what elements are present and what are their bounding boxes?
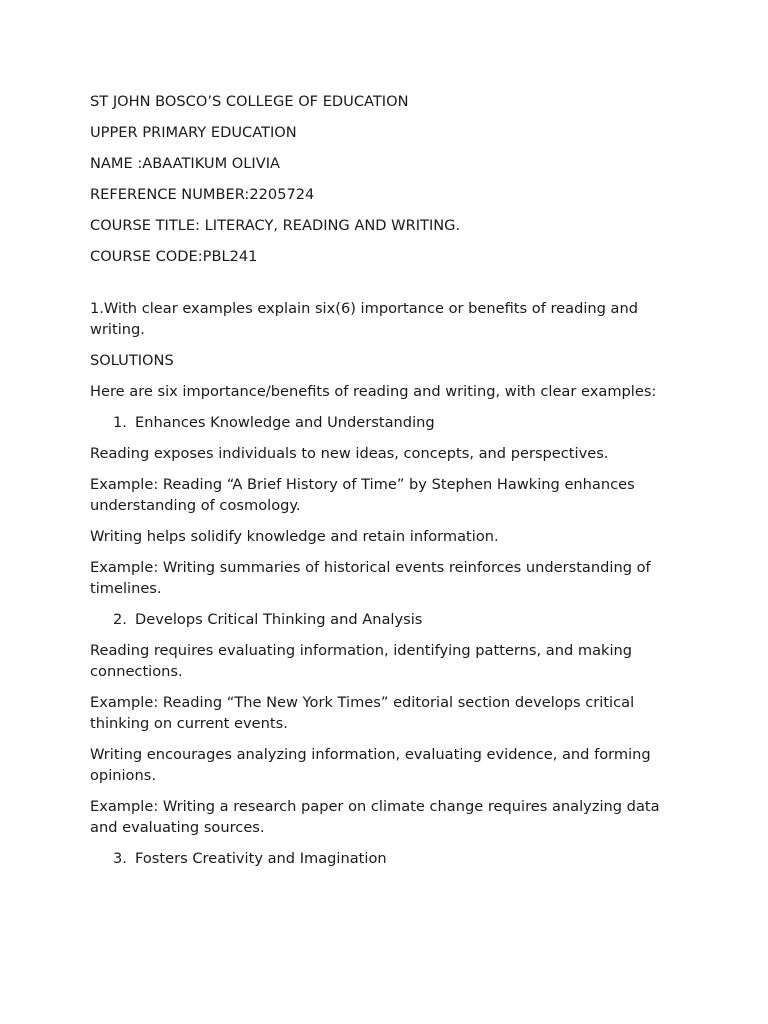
list-item-2 [113, 609, 690, 630]
intro-text: Here are six importance/benefits of reading and writing, with clear examples: [90, 383, 657, 400]
list-title: Enhances Knowledge and Understanding [135, 414, 435, 431]
student-name: NAME :ABAATIKUM OLIVIA [90, 155, 281, 172]
spacer [90, 277, 690, 298]
course-title: COURSE TITLE: LITERACY, READING AND WRITING. [90, 217, 461, 234]
college-name: ST JOHN BOSCO’S COLLEGE OF EDUCATION [90, 93, 409, 110]
list-number: 1. [113, 414, 127, 431]
solutions-heading: SOLUTIONS [90, 352, 174, 369]
list-number: 3. [113, 850, 127, 867]
paragraph: Reading requires evaluating information, identifying patterns, and making connections. [90, 642, 633, 680]
list-title: Develops Critical Thinking and Analysis [135, 611, 423, 628]
example-paragraph: Example: Reading “The New York Times” editorial section develops critical thinking on current events. [90, 694, 635, 732]
list-number: 2. [113, 611, 127, 628]
document-page [90, 91, 690, 879]
course-code: COURSE CODE:PBL241 [90, 248, 258, 265]
reference-number: REFERENCE NUMBER:2205724 [90, 186, 315, 203]
paragraph: Writing encourages analyzing information, evaluating evidence, and forming opinions. [90, 746, 651, 784]
list-item-1 [113, 412, 690, 433]
example-paragraph: Example: Writing summaries of historical events reinforces understanding of timelines. [90, 559, 651, 597]
example-paragraph: Example: Reading “A Brief History of Time” by Stephen Hawking enhances understanding of cosmology. [90, 476, 635, 514]
example-paragraph: Example: Writing a research paper on climate change requires analyzing data and evaluating sources. [90, 798, 660, 836]
list-title: Fosters Creativity and Imagination [135, 850, 387, 867]
programme-name: UPPER PRIMARY EDUCATION [90, 124, 297, 141]
paragraph: Reading exposes individuals to new ideas, concepts, and perspectives. [90, 445, 609, 462]
paragraph: Writing helps solidify knowledge and retain information. [90, 528, 499, 545]
question-text: 1.With clear examples explain six(6) importance or benefits of reading and writing. [90, 300, 639, 338]
list-item-3 [113, 848, 690, 869]
